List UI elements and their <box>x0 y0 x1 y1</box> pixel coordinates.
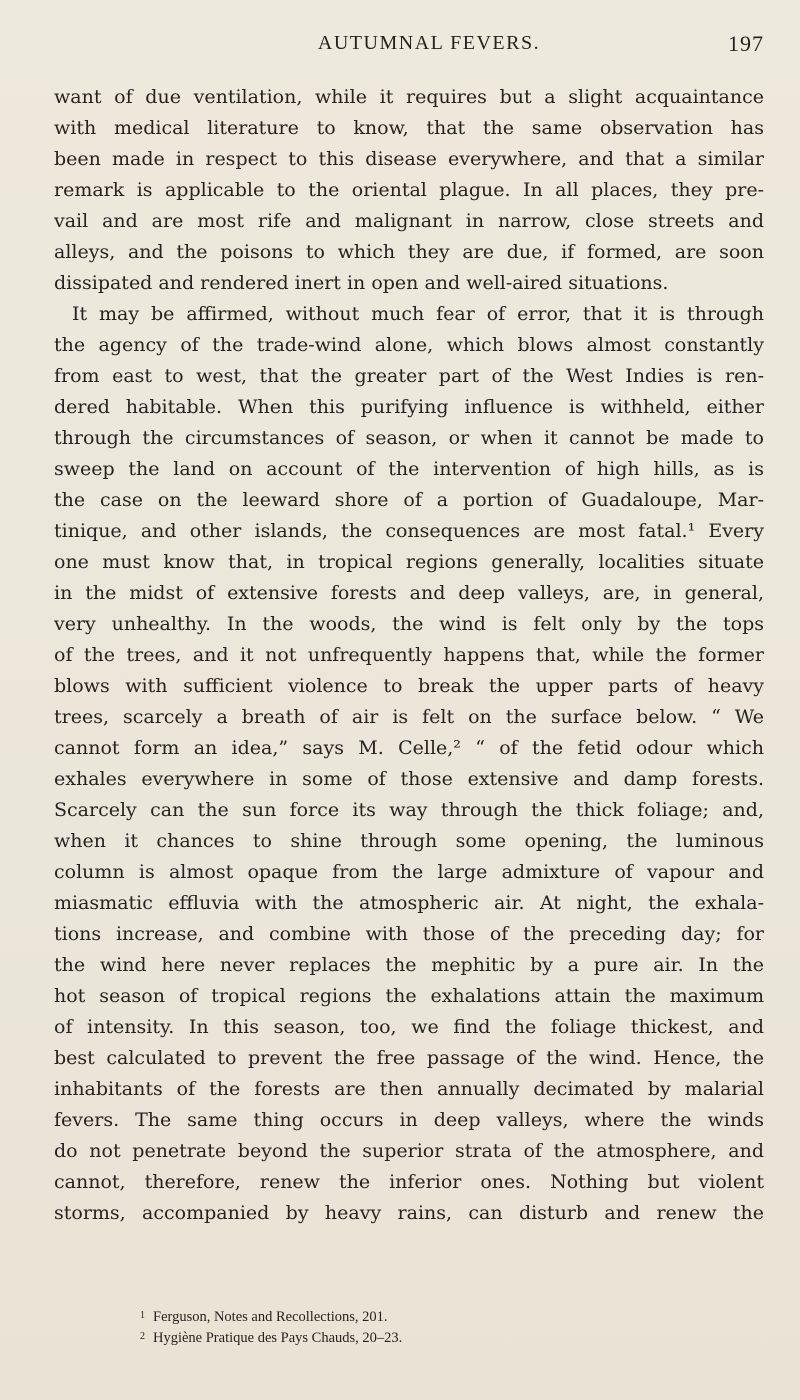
footnotes <box>54 1307 764 1349</box>
running-head <box>54 32 764 62</box>
footnote-text: Hygiène Pratique des Pays Chauds, 20–23. <box>153 1330 403 1346</box>
footnote-mark: 1 <box>140 1310 145 1321</box>
text-line: It may be affirmed, without much fear of error, that it is through <box>72 303 764 325</box>
text-line: blows with sufficient violence to break the upper parts of heavy <box>54 675 764 697</box>
text-line: one must know that, in tropical regions generally, localities situate <box>54 551 764 573</box>
footnote-text: Ferguson, Notes and Recollections, 201. <box>153 1309 388 1325</box>
text-line: when it chances to shine through some opening, the luminous <box>54 830 764 852</box>
text-line: trees, scarcely a breath of air is felt on the surface below. “ We <box>54 706 764 728</box>
text-line: Scarcely can the sun force its way through the thick foliage; and, <box>54 799 764 821</box>
text-line: do not penetrate beyond the superior strata of the atmosphere, and <box>54 1140 764 1162</box>
text-line: inhabitants of the forests are then annually decimated by malarial <box>54 1078 764 1100</box>
text-line: fevers. The same thing occurs in deep valleys, where the winds <box>54 1109 764 1131</box>
text-line: cannot, therefore, renew the inferior ones. Nothing but violent <box>54 1171 764 1193</box>
footnote-mark: 2 <box>140 1331 145 1342</box>
text-line: the agency of the trade-wind alone, which blows almost constantly <box>54 334 764 356</box>
text-line: tions increase, and combine with those of the preceding day; for <box>54 923 764 945</box>
text-line: in the midst of extensive forests and deep valleys, are, in general, <box>54 582 764 604</box>
text-line: hot season of tropical regions the exhalations attain the maximum <box>54 985 764 1007</box>
text-line: column is almost opaque from the large admixture of vapour and <box>54 861 764 883</box>
text-line: alleys, and the poisons to which they are due, if formed, are soon <box>54 241 764 263</box>
footnote <box>54 1328 764 1349</box>
text-line: vail and are most rife and malignant in narrow, close streets and <box>54 210 764 232</box>
text-line: miasmatic effluvia with the atmospheric air. At night, the exhala- <box>54 892 764 914</box>
text-line: from east to west, that the greater part of the West Indies is ren- <box>54 365 764 387</box>
text-line: cannot form an idea,” says M. Celle,² “ of the fetid odour which <box>54 737 764 759</box>
text-line: of intensity. In this season, too, we find the foliage thickest, and <box>54 1016 764 1038</box>
text-line: remark is applicable to the oriental plague. In all places, they pre- <box>54 179 764 201</box>
text-line: sweep the land on account of the intervention of high hills, as is <box>54 458 764 480</box>
text-line: exhales everywhere in some of those extensive and damp forests. <box>54 768 764 790</box>
text-line: been made in respect to this disease everywhere, and that a similar <box>54 148 764 170</box>
text-line: best calculated to prevent the free passage of the wind. Hence, the <box>54 1047 764 1069</box>
text-line: tinique, and other islands, the consequences are most fatal.¹ Every <box>54 520 764 542</box>
text-line: with medical literature to know, that the same observation has <box>54 117 764 139</box>
text-line: very unhealthy. In the woods, the wind is felt only by the tops <box>54 613 764 635</box>
text-line: the case on the leeward shore of a portion of Guadaloupe, Mar- <box>54 489 764 511</box>
text-line: storms, accompanied by heavy rains, can disturb and renew the <box>54 1202 764 1224</box>
running-title: AUTUMNAL FEVERS. <box>317 32 541 54</box>
page-number: 197 <box>728 31 764 56</box>
text-line: the wind here never replaces the mephitic by a pure air. In the <box>54 954 764 976</box>
text-line: through the circumstances of season, or when it cannot be made to <box>54 427 764 449</box>
text-line: of the trees, and it not unfrequently happens that, while the former <box>54 644 764 666</box>
body-text <box>54 82 764 1229</box>
text-line: want of due ventilation, while it requires but a slight acquaintance <box>54 86 764 108</box>
footnote <box>54 1307 764 1328</box>
text-line: dered habitable. When this purifying influence is withheld, either <box>54 396 764 418</box>
text-line: dissipated and rendered inert in open and well-aired situations. <box>54 272 669 294</box>
